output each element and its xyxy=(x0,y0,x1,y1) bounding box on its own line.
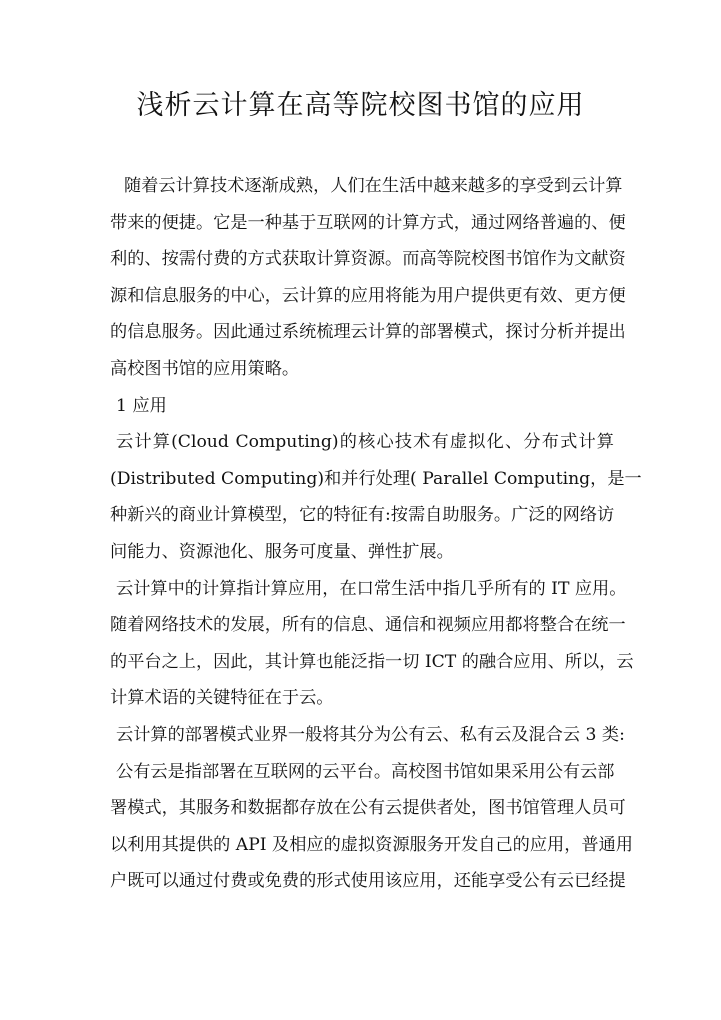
paragraph-line: 利的、按需付费的方式获取计算资源。而高等院校图书馆作为文献资 xyxy=(110,249,626,270)
paragraph-line: 问能力、资源池化、服务可度量、弹性扩展。 xyxy=(110,541,454,562)
paragraph-line: 源和信息服务的中心，云计算的应用将能为用户提供更有效、更方便 xyxy=(110,285,626,306)
paragraph-line: 公有云是指部署在互联网的云平台。高校图书馆如果采用公有云部 xyxy=(116,761,615,782)
paragraph-line: 带来的便捷。它是一种基于互联网的计算方式，通过网络普遍的、便 xyxy=(110,212,626,233)
paragraph-line: 随着网络技术的发展，所有的信息、通信和视频应用都将整合在统一 xyxy=(110,615,626,636)
paragraph-line: 高校图书馆的应用策略。 xyxy=(110,358,300,379)
section-heading: 1 应用 xyxy=(116,395,167,416)
paragraph-line: 户既可以通过付费或免费的形式使用该应用，还能享受公有云已经提 xyxy=(110,871,626,892)
paragraph-line: 的信息服务。因此通过系统梳理云计算的部署模式，探讨分析并提出 xyxy=(110,322,626,343)
paragraph-line: 以利用其提供的 API 及相应的虚拟资源服务开发自己的应用，普通用 xyxy=(110,834,633,855)
paragraph-line: 云计算中的计算指计算应用，在口常生活中指几乎所有的 IT 应用。 xyxy=(116,578,627,599)
document-body xyxy=(110,168,642,900)
paragraph-line: 署模式，其服务和数据都存放在公有云提供者处，图书馆管理人员可 xyxy=(110,798,626,819)
paragraph-line: 种新兴的商业计算模型，它的特征有:按需自助服务。广泛的网络访 xyxy=(110,505,615,526)
document-title: 浅析云计算在高等院校图书馆的应用 xyxy=(136,90,585,121)
paragraph-line: 云计算(Cloud Computing)的核心技术有虚拟化、分布式计算 xyxy=(116,432,614,453)
paragraph-line: (Distributed Computing)和并行处理( Parallel Computing，是一 xyxy=(110,468,642,489)
paragraph-line: 云计算的部署模式业界一般将其分为公有云、私有云及混合云 3 类: xyxy=(116,724,625,745)
paragraph-line: 随着云计算技术逐渐成熟，人们在生活中越来越多的享受到云计算 xyxy=(124,176,623,196)
paragraph-line: 的平台之上，因此，其计算也能泛指一切 ICT 的融合应用、所以，云 xyxy=(110,651,634,672)
paragraph-line: 计算术语的关键特征在于云。 xyxy=(110,688,334,709)
